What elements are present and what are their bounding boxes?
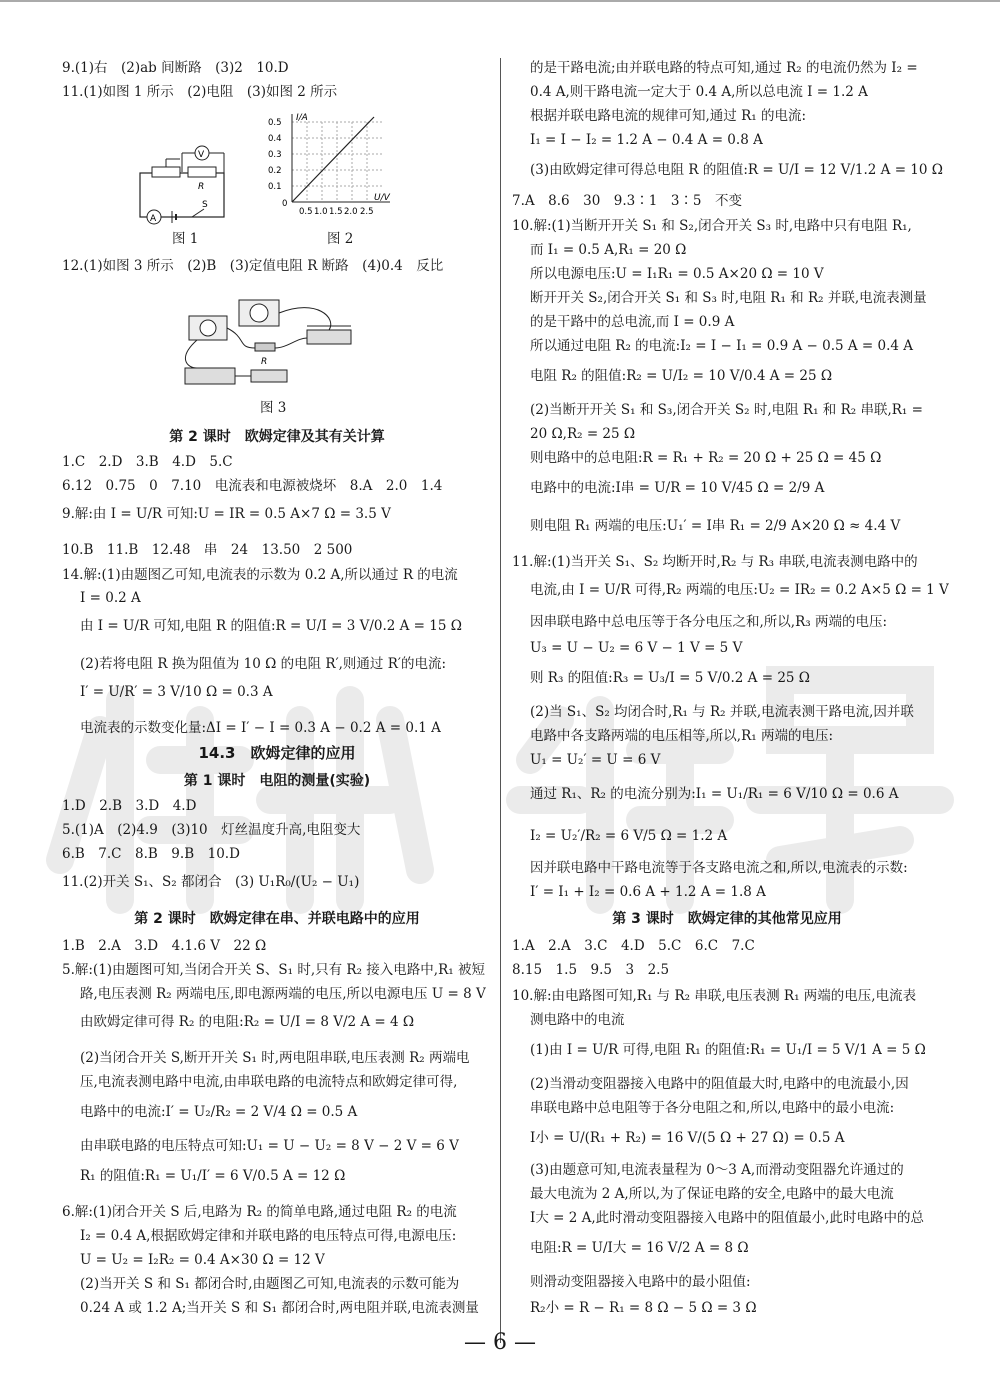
answer-line: 则 R₃ 的阻值:R₃ = U₃/I = 5 V/0.2 A = 25 Ω bbox=[530, 670, 810, 686]
answer-line: 1.A 2.A 3.C 4.D 5.C 6.C 7.C bbox=[512, 938, 755, 954]
answer-line: 6.解:(1)闭合开关 S 后,电路为 R₂ 的简单电路,通过电阻 R₂ 的电流 bbox=[62, 1204, 457, 1220]
section-heading: 第 2 课时 欧姆定律在串、并联电路中的应用 bbox=[134, 911, 420, 927]
answer-line: (3)由欧姆定律可得总电阻 R 的阻值:R = U/I = 12 V/1.2 A = 10 Ω bbox=[530, 162, 943, 178]
svg-text:0.5: 0.5 bbox=[268, 118, 282, 128]
svg-text:0.4: 0.4 bbox=[268, 134, 282, 144]
top-border bbox=[0, 0, 1000, 2]
section-heading: 第 1 课时 电阻的测量(实验) bbox=[183, 773, 371, 789]
answer-line: 由 I = U/R 可知,电阻 R 的阻值:R = U/I = 3 V/0.2 A = 15 Ω bbox=[80, 618, 462, 634]
answer-line: 电路中的电流:I′ = U₂/R₂ = 2 V/4 Ω = 0.5 A bbox=[80, 1104, 358, 1120]
answer-line: 8.15 1.5 9.5 3 2.5 bbox=[512, 962, 670, 978]
answer-line: (2)当断开开关 S₁ 和 S₃,闭合开关 S₂ 时,电阻 R₁ 和 R₂ 串联,R₁ = bbox=[530, 402, 923, 418]
section-heading: 第 2 课时 欧姆定律及其有关计算 bbox=[169, 429, 385, 445]
answer-line: 所以通过电阻 R₂ 的电流:I₂ = I − I₁ = 0.9 A − 0.5 A = 0.4 A bbox=[530, 338, 914, 354]
answer-line: 所以电源电压:U = I₁R₁ = 0.5 A×20 Ω = 10 V bbox=[530, 266, 824, 282]
answer-line: 断开开关 S₂,闭合开关 S₁ 和 S₃ 时,电阻 R₁ 和 R₂ 并联,电流表测量 bbox=[530, 290, 927, 306]
svg-text:A: A bbox=[150, 214, 157, 224]
answer-line: 的是干路电流;由并联电路的特点可知,通过 R₂ 的电流仍然为 I₂ = bbox=[530, 60, 918, 76]
graph-xlabel: U/V bbox=[374, 193, 390, 203]
svg-text:1.5: 1.5 bbox=[329, 207, 343, 217]
answer-line: 10.B 11.B 12.48 串 24 13.50 2 500 bbox=[62, 542, 353, 558]
answer-line: 电流,由 I = U/R 可得,R₂ 两端的电压:U₂ = IR₂ = 0.2 A×5 Ω = 1 V bbox=[530, 582, 949, 598]
answer-line: 0.4 A,则干路电流一定大于 0.4 A,所以总电流 I = 1.2 A bbox=[530, 84, 868, 100]
answer-line: 9.解:由 I = U/R 可知:U = IR = 0.5 A×7 Ω = 3.5 V bbox=[62, 506, 391, 522]
svg-text:R: R bbox=[198, 182, 205, 192]
answer-line: 由串联电路的电压特点可知:U₁ = U − U₂ = 8 V − 2 V = 6 V bbox=[80, 1138, 459, 1154]
answer-line: 因串联电路中总电压等于各分电压之和,所以,R₃ 两端的电压: bbox=[530, 614, 887, 630]
answer-line: 因并联电路中干路电流等于各支路电流之和,所以,电流表的示数: bbox=[530, 860, 908, 876]
answer-line: 11.解:(1)当开关 S₁、S₂ 均断开时,R₂ 与 R₃ 串联,电流表测电路中的 bbox=[512, 554, 918, 570]
answer-line: I′ = U/R′ = 3 V/10 Ω = 0.3 A bbox=[80, 684, 273, 700]
answer-line: 通过 R₁、R₂ 的电流分别为:I₁ = U₁/R₁ = 6 V/10 Ω = 0.6 A bbox=[530, 786, 899, 802]
answer-line: I₂ = U₂′/R₂ = 6 V/5 Ω = 1.2 A bbox=[530, 828, 728, 844]
watermark-graphic bbox=[40, 600, 960, 920]
answer-line: U₃ = U − U₂ = 6 V − 1 V = 5 V bbox=[530, 640, 743, 656]
page-number: — 6 — bbox=[464, 1330, 536, 1355]
answer-line: (2)若将电阻 R 换为阻值为 10 Ω 的电阻 R′,则通过 R′的电流: bbox=[80, 656, 446, 672]
answer-line: U₁ = U₂′ = U = 6 V bbox=[530, 752, 661, 768]
answer-line: (2)当开关 S 和 S₁ 都闭合时,由题图乙可知,电流表的示数可能为 bbox=[80, 1276, 460, 1292]
answer-line: 1.B 2.A 3.D 4.1.6 V 22 Ω bbox=[62, 938, 267, 954]
answer-line: I = 0.2 A bbox=[80, 590, 141, 606]
answer-line: 1.C 2.D 3.B 4.D 5.C bbox=[62, 454, 233, 470]
answer-line: (1)由 I = U/R 可得,电阻 R₁ 的阻值:R₁ = U₁/I = 5 V/1 A = 5 Ω bbox=[530, 1042, 926, 1058]
physical-circuit-fig3 bbox=[177, 278, 367, 393]
answer-line: U = U₂ = I₂R₂ = 0.4 A×30 Ω = 12 V bbox=[80, 1252, 325, 1268]
answer-line: I₂ = 0.4 A,根据欧姆定律和并联电路的电压特点可得,电源电压: bbox=[80, 1228, 457, 1244]
answer-line: (2)当 S₁、S₂ 均闭合时,R₁ 与 R₂ 并联,电流表测干路电流,因并联 bbox=[530, 704, 914, 720]
svg-text:R: R bbox=[261, 357, 268, 367]
svg-text:S: S bbox=[202, 200, 208, 210]
answer-line: 根据并联电路电流的规律可知,通过 R₁ 的电流: bbox=[530, 108, 806, 124]
svg-text:0.1: 0.1 bbox=[268, 182, 282, 192]
answer-line: 的是干路中的总电流,而 I = 0.9 A bbox=[530, 314, 735, 330]
answer-line: 由欧姆定律可得 R₂ 的电阻:R₂ = U/I = 8 V/2 A = 4 Ω bbox=[80, 1014, 415, 1030]
svg-text:0.3: 0.3 bbox=[268, 150, 282, 160]
answer-line: 则电阻 R₁ 两端的电压:U₁′ = I串 R₁ = 2/9 A×20 Ω ≈ 4.4 V bbox=[530, 518, 901, 534]
answer-line: 电路中各支路两端的电压相等,所以,R₁ 两端的电压: bbox=[530, 728, 833, 744]
answer-line: (2)当滑动变阻器接入电路中的阻值最大时,电路中的电流最小,因 bbox=[530, 1076, 909, 1092]
svg-text:2.0: 2.0 bbox=[344, 207, 358, 217]
answer-line: 14.解:(1)由题图乙可知,电流表的示数为 0.2 A,所以通过 R 的电流 bbox=[62, 567, 458, 583]
answer-line: 电阻 R₂ 的阻值:R₂ = U/I₂ = 10 V/0.4 A = 25 Ω bbox=[530, 368, 833, 384]
svg-text:1.0: 1.0 bbox=[314, 207, 328, 217]
answer-line: (3)由题意可知,电流表量程为 0～3 A,而滑动变阻器允许通过的 bbox=[530, 1162, 904, 1178]
svg-text:0: 0 bbox=[282, 199, 288, 209]
figure-caption: 图 1 bbox=[172, 231, 199, 247]
answer-line: 串联电路中总电阻等于各分电阻之和,所以,电路中的最小电流: bbox=[530, 1100, 895, 1116]
answer-line: 最大电流为 2 A,所以,为了保证电路的安全,电路中的最大电流 bbox=[530, 1186, 894, 1202]
answer-line: R₂小 = R − R₁ = 8 Ω − 5 Ω = 3 Ω bbox=[530, 1300, 757, 1316]
figure-caption: 图 3 bbox=[260, 400, 287, 416]
answer-line: 测电路中的电流 bbox=[530, 1012, 625, 1028]
answer-line: I′ = I₁ + I₂ = 0.6 A + 1.2 A = 1.8 A bbox=[530, 884, 766, 900]
answer-line: 10.解:(1)当断开开关 S₁ 和 S₂,闭合开关 S₃ 时,电路中只有电阻 R₁, bbox=[512, 218, 912, 234]
answer-line: (2)当闭合开关 S,断开开关 S₁ 时,两电阻串联,电压表测 R₂ 两端电 bbox=[80, 1050, 470, 1066]
svg-text:2.5: 2.5 bbox=[360, 207, 374, 217]
figure-caption: 图 2 bbox=[327, 231, 354, 247]
answer-line: 电阻:R = U/I大 = 16 V/2 A = 8 Ω bbox=[530, 1240, 749, 1256]
circuit-diagram-fig1 bbox=[132, 145, 242, 225]
section-heading: 14.3 欧姆定律的应用 bbox=[198, 744, 356, 762]
answer-line: 0.24 A 或 1.2 A;当开关 S 和 S₁ 都闭合时,两电阻并联,电流表测量 bbox=[80, 1300, 479, 1316]
answer-line: 电路中的电流:I串 = U/R = 10 V/45 Ω = 2/9 A bbox=[530, 480, 825, 496]
answer-line: 1.D 2.B 3.D 4.D bbox=[62, 798, 197, 814]
section-heading: 第 3 课时 欧姆定律的其他常见应用 bbox=[612, 911, 842, 927]
answer-line: 路,电压表测 R₂ 两端电压,即电源两端的电压,所以电源电压 U = 8 V bbox=[80, 986, 486, 1002]
answer-line: 20 Ω,R₂ = 25 Ω bbox=[530, 426, 636, 442]
answer-line: 5.(1)A (2)4.9 (3)10 灯丝温度升高,电阻变大 bbox=[62, 822, 361, 838]
answer-line: 6.12 0.75 0 7.10 电流表和电源被烧坏 8.A 2.0 1.4 bbox=[62, 478, 443, 494]
answer-line: 6.B 7.C 8.B 9.B 10.D bbox=[62, 846, 240, 862]
svg-text:0.2: 0.2 bbox=[268, 166, 282, 176]
svg-text:V: V bbox=[198, 150, 205, 160]
answer-line: 9.(1)右 (2)ab 间断路 (3)2 10.D bbox=[62, 60, 289, 76]
answer-line: I₁ = I − I₂ = 1.2 A − 0.4 A = 0.8 A bbox=[530, 132, 763, 148]
answer-line: 电流表的示数变化量:ΔI = I′ − I = 0.3 A − 0.2 A = 0.1 A bbox=[80, 720, 441, 736]
answer-line: 11.(2)开关 S₁、S₂ 都闭合 (3) U₁R₀/(U₂ − U₁) bbox=[62, 874, 360, 890]
answer-line: I小 = U/(R₁ + R₂) = 16 V/(5 Ω + 27 Ω) = 0.5 A bbox=[530, 1130, 845, 1146]
answer-line: 压,电流表测电路中电流,由串联电路的电流特点和欧姆定律可得, bbox=[80, 1074, 458, 1090]
graph-ylabel: I/A bbox=[296, 113, 308, 123]
answer-line: 10.解:由电路图可知,R₁ 与 R₂ 串联,电压表测 R₁ 两端的电压,电流表 bbox=[512, 988, 917, 1004]
iu-graph-fig2 bbox=[262, 112, 402, 227]
svg-text:0.5: 0.5 bbox=[299, 207, 313, 217]
answer-line: 则滑动变阻器接入电路中的最小阻值: bbox=[530, 1274, 751, 1290]
answer-line: 5.解:(1)由题图可知,当闭合开关 S、S₁ 时,只有 R₂ 接入电路中,R₁ 被短 bbox=[62, 962, 485, 978]
answer-line: 11.(1)如图 1 所示 (2)电阻 (3)如图 2 所示 bbox=[62, 84, 338, 100]
answer-line: 7.A 8.6 30 9.3∶1 3∶5 不变 bbox=[512, 193, 743, 209]
answer-line: 则电路中的总电阻:R = R₁ + R₂ = 20 Ω + 25 Ω = 45 Ω bbox=[530, 450, 882, 466]
answer-line: I大 = 2 A,此时滑动变阻器接入电路中的阻值最小,此时电路中的总 bbox=[530, 1210, 924, 1226]
answer-line: 12.(1)如图 3 所示 (2)B (3)定值电阻 R 断路 (4)0.4 反比 bbox=[62, 258, 444, 274]
answer-line: 而 I₁ = 0.5 A,R₁ = 20 Ω bbox=[530, 242, 687, 258]
answer-line: R₁ 的阻值:R₁ = U₁/I′ = 6 V/0.5 A = 12 Ω bbox=[80, 1168, 346, 1184]
